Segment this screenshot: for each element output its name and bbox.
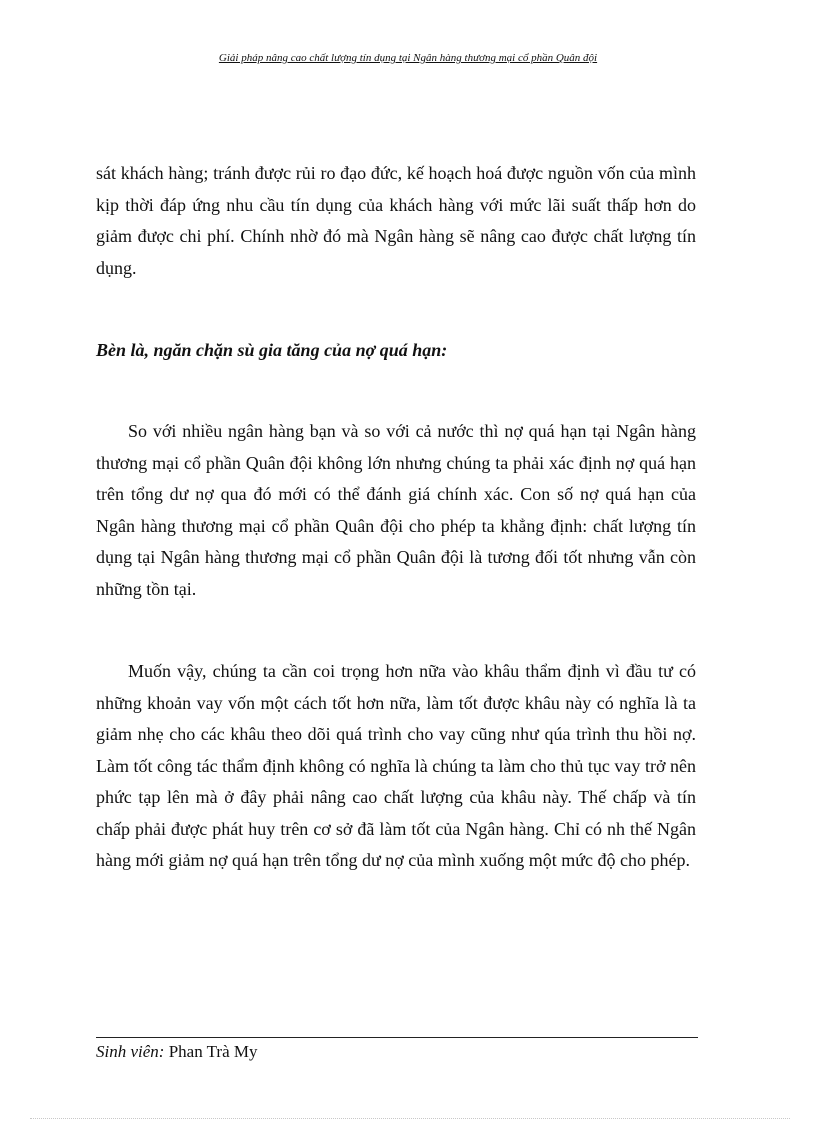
- paragraph-2-text: So với nhiều ngân hàng bạn và so với cả nước thì nợ quá hạn tại Ngân hàng thương mại cổ phần Quân đội không lớn nhưng chúng ta phải xác định nợ quá hạn trên tổng dư nợ qua đó mới có thể đánh giá chính xác. Con số nợ quá hạn của Ngân hàng thương mại cổ phần Quân đội cho phép ta khẳng định: chất lượng tín dụng tại Ngân hàng thương mại cổ phần Quân đội là tương đối tốt nhưng vẫn còn những tồn tại.: [96, 421, 696, 599]
- footer-divider: [96, 1037, 698, 1038]
- paragraph-2: [96, 416, 696, 605]
- paragraph-1: [96, 158, 696, 284]
- paragraph-3: [96, 656, 696, 877]
- paragraph-1-text: sát khách hàng; tránh được rủi ro đạo đức, kế hoạch hoá được nguồn vốn của mình kịp thời đáp ứng nhu cầu tín dụng của khách hàng với mức lãi suất thấp hơn do giảm được chi phí. Chính nhờ đó mà Ngân hàng sẽ nâng cao được chất lượng tín dụng.: [96, 163, 696, 278]
- footer-student-label: Sinh viên:: [96, 1042, 165, 1061]
- paragraph-3-text: Muốn vậy, chúng ta cần coi trọng hơn nữa vào khâu thẩm định vì đầu tư có những khoản vay vốn một cách tốt hơn nữa, làm tốt được khâu này có nghĩa là ta giảm nhẹ cho các khâu theo dõi quá trình cho vay cũng như qúa trình thu hồi nợ. Làm tốt công tác thẩm định không có nghĩa là chúng ta làm cho thủ tục vay trở nên phức tạp lên mà ở đây phải nâng cao chất lượng của khâu này. Thế chấp và tín chấp phải được phát huy trên cơ sở đã làm tốt của Ngân hàng. Chỉ có nh thế Ngân hàng mới giảm nợ quá hạn trên tổng dư nợ của mình xuống một mức độ cho phép.: [96, 661, 696, 870]
- page-bottom-edge: [30, 1118, 790, 1119]
- footer: [96, 1042, 258, 1062]
- section-heading: Bèn là, ngăn chặn sù gia tăng của nợ quá hạn:: [96, 340, 448, 360]
- page-header-title: Giải pháp nâng cao chất lượng tín dụng tại Ngân hàng thương mại cổ phần Quân đội: [218, 52, 598, 64]
- footer-student-name: Phan Trà My: [168, 1042, 258, 1061]
